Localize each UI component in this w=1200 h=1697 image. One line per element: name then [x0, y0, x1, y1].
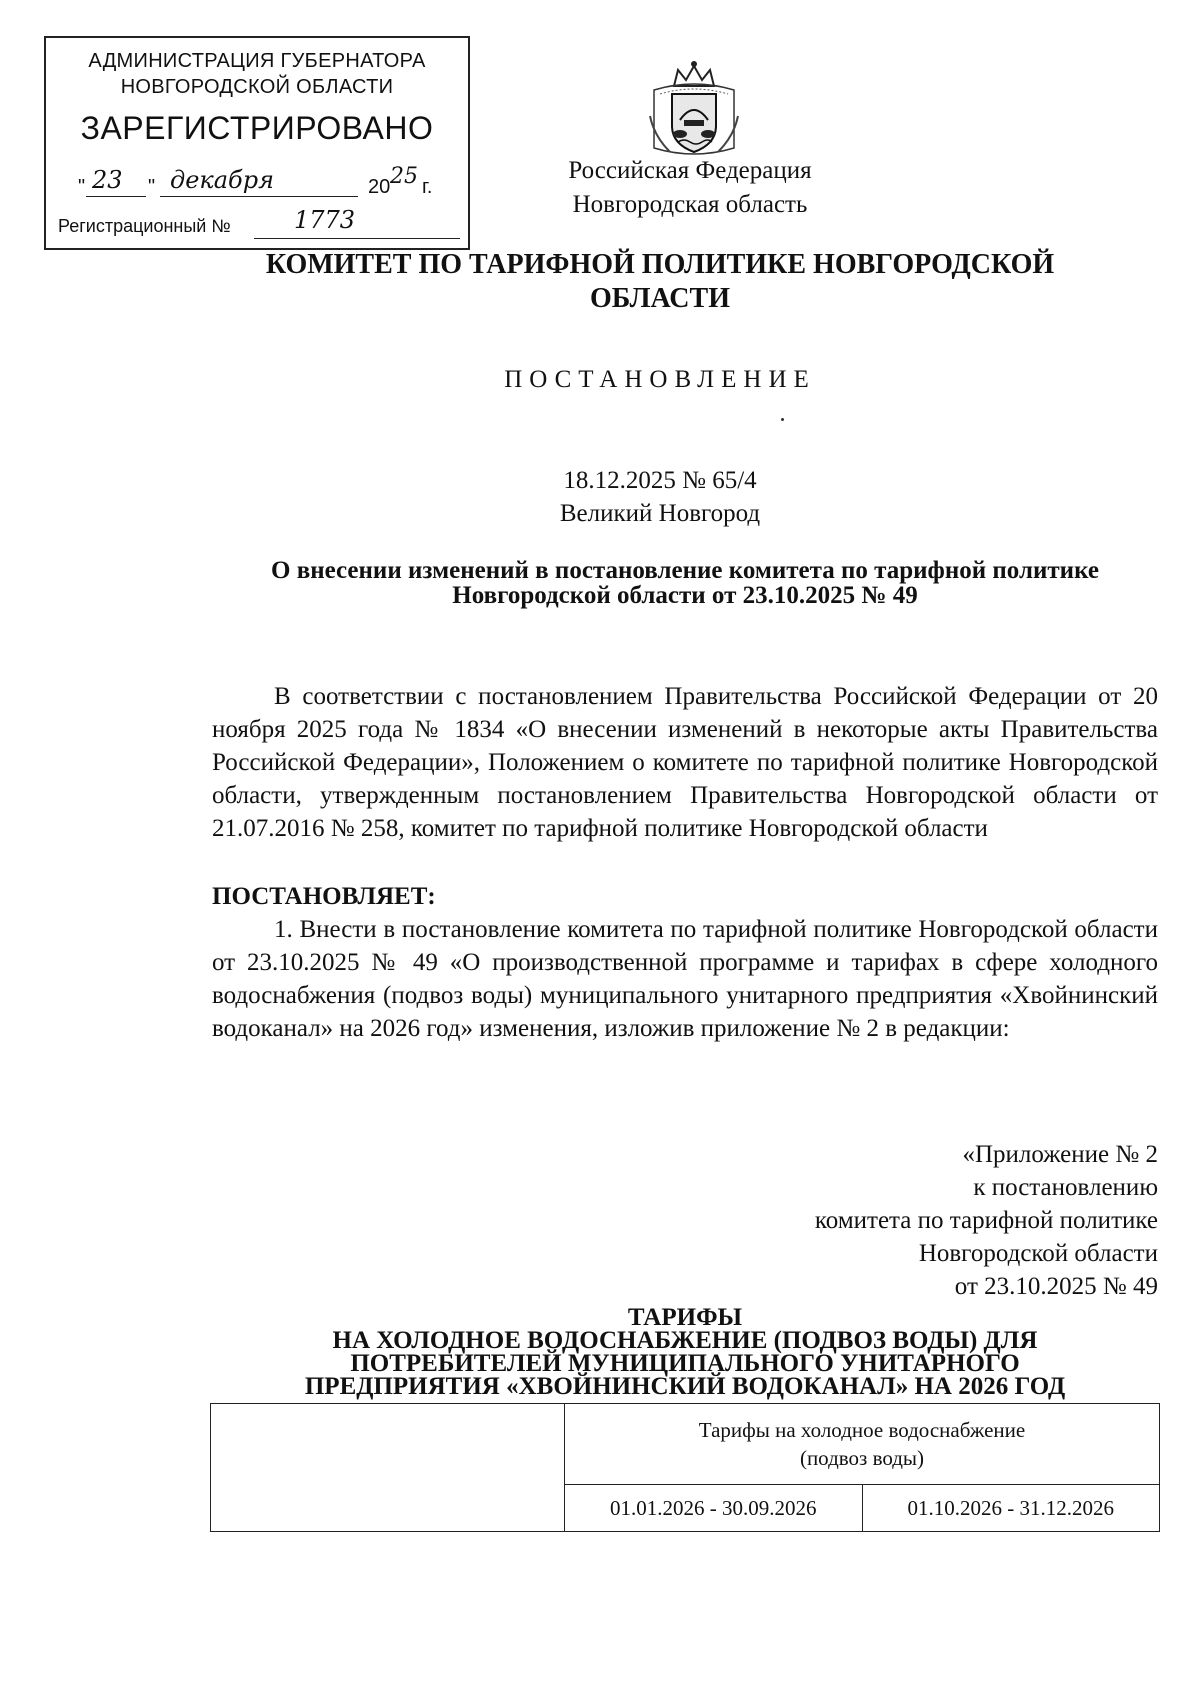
committee-title [230, 248, 1090, 316]
stamp-status: ЗАРЕГИСТРИРОВАНО [80, 110, 434, 146]
table-row [211, 1404, 1160, 1485]
stamp-month: декабря [170, 166, 274, 194]
stamp-year-unit: г. [422, 176, 433, 198]
clause-1-paragraph: 1. Внести в постановление комитета по тарифной политике Новгородской области от 23.10.2025 № 49 «О производственной программе и тарифах в сфере холодного водоснабжения (подвоз воды) муниципального унитарного предприятия «Хвойнинский водоканал» на 2026 год» изменения, изложив приложение № 2 в редакции: [212, 916, 1158, 1042]
table-header-line1: Тарифы на холодное водоснабжение [698, 1418, 1026, 1442]
appendix-line1: «Приложение № 2 [962, 1141, 1158, 1168]
tariffs-table [210, 1403, 1160, 1532]
stamp-year-suffix: 25 [390, 164, 418, 189]
tariffs-title-line1: ТАРИФЫ [627, 1304, 743, 1331]
stamp-organization [46, 48, 468, 100]
region-name: Новгородская область [572, 191, 808, 218]
tariffs-title-line3: ПОТРЕБИТЕЛЕЙ МУНИЦИПАЛЬНОГО УНИТАРНОГО [350, 1350, 1020, 1377]
document-type: ПОСТАНОВЛЕНИЕ [504, 366, 816, 393]
stamp-reg-label: Регистрационный № [58, 216, 231, 236]
document-subject [210, 558, 1160, 608]
date-number-block [470, 464, 850, 530]
tariffs-title [210, 1306, 1160, 1398]
document-city: Великий Новгород [559, 500, 761, 527]
resolve-heading: ПОСТАНОВЛЯЕТ: [212, 883, 436, 910]
table-period-1: 01.01.2026 - 30.09.2026 [565, 1485, 863, 1532]
document-date-number: 18.12.2025 № 65/4 [563, 467, 757, 494]
appendix-line3: комитета по тарифной политике [814, 1207, 1158, 1234]
stamp-org-line2: НОВГОРОДСКОЙ ОБЛАСТИ [120, 76, 394, 98]
stamp-org-line1: АДМИНИСТРАЦИЯ ГУБЕРНАТОРА [88, 50, 426, 72]
tariffs-title-line2: НА ХОЛОДНОЕ ВОДОСНАБЖЕНИЕ (ПОДВОЗ ВОДЫ) ДЛЯ [332, 1327, 1038, 1354]
appendix-line2: к постановлению [973, 1174, 1158, 1201]
stamp-date: " 23 " декабря 20 25 г. [78, 164, 433, 198]
table-corner-cell [211, 1404, 565, 1532]
stamp-year-prefix: 20 [368, 176, 391, 198]
registration-stamp [44, 36, 470, 250]
table-period-2: 01.10.2026 - 31.12.2026 [862, 1485, 1160, 1532]
preamble-paragraph: В соответствии с постановлением Правительства Российской Федерации от 20 ноября 2025 года № 1834 «О внесении изменений в некоторые акты Правительства Российской Федерации», Положением о комитете по тарифной политике Новгородской области, утвержденным постановлением Правительства Новгородской области от 21.07.2016 № 258, комитет по тарифной политике Новгородской области [212, 683, 1158, 842]
committee-title-line1: КОМИТЕТ ПО ТАРИФНОЙ ПОЛИТИКЕ НОВГОРОДСКОЙ [265, 249, 1055, 280]
federation-block [540, 154, 840, 222]
table-header-cell [565, 1404, 1160, 1485]
coat-of-arms-icon [640, 56, 748, 164]
appendix-reference [700, 1138, 1158, 1303]
table-header-line2: (подвоз воды) [799, 1446, 925, 1470]
appendix-line5: от 23.10.2025 № 49 [954, 1273, 1158, 1300]
stamp-reg-line [58, 208, 462, 244]
scan-speck [781, 418, 784, 421]
subject-line1: О внесении изменений в постановление комитета по тарифной политике [271, 557, 1099, 584]
country-name: Российская Федерация [568, 157, 812, 184]
committee-title-line2: ОБЛАСТИ [590, 283, 730, 314]
tariffs-title-line4: ПРЕДПРИЯТИЯ «ХВОЙНИНСКИЙ ВОДОКАНАЛ» НА 2026 ГОД [304, 1373, 1066, 1400]
appendix-line4: Новгородской области [918, 1240, 1158, 1267]
subject-line2: Новгородской области от 23.10.2025 № 49 [452, 582, 918, 609]
stamp-reg-number: 1773 [294, 206, 356, 234]
stamp-day: 23 [92, 166, 123, 194]
